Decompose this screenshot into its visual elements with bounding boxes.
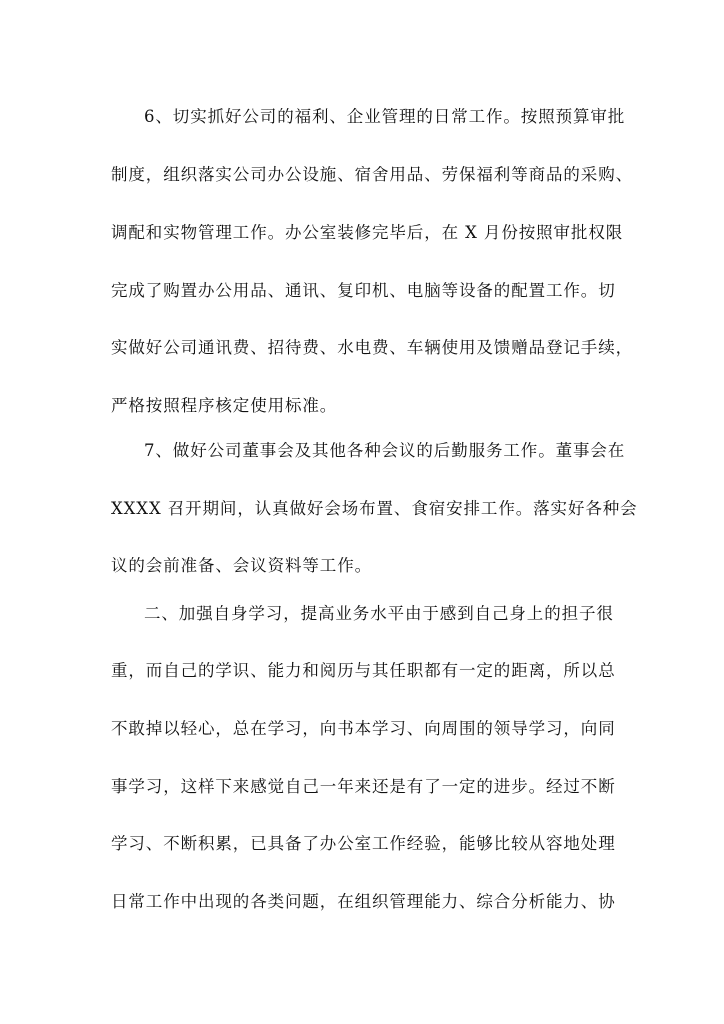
text-line: 二、加强自身学习，提高业务水平由于感到自己身上的担子很 xyxy=(144,604,614,623)
text-line: 严格按照程序核定使用标准。 xyxy=(111,396,338,415)
text-line: 调配和实物管理工作。办公室装修完毕后，在 X 月份按照审批权限 xyxy=(111,223,624,242)
text-line: 6、切实抓好公司的福利、企业管理的日常工作。按照预算审批 xyxy=(144,107,626,126)
text-line: 完成了购置办公用品、通讯、复印机、电脑等设备的配置工作。切 xyxy=(111,281,616,300)
text-line: 制度，组织落实公司办公设施、宿舍用品、劳保福利等商品的采购、 xyxy=(111,165,633,184)
text-line: 事学习，这样下来感觉自己一年来还是有了一定的进步。经过不断 xyxy=(111,777,616,796)
text-line: 7、做好公司董事会及其他各种会议的后勤服务工作。董事会在 xyxy=(144,441,626,460)
text-line: 学习、不断积累，已具备了办公室工作经验，能够比较从容地处理 xyxy=(111,834,616,853)
text-line: 实做好公司通讯费、招待费、水电费、车辆使用及馈赠品登记手续， xyxy=(111,338,633,357)
text-line: 不敢掉以轻心，总在学习，向书本学习、向周围的领导学习，向同 xyxy=(111,719,616,738)
text-line: 重，而自己的学识、能力和阅历与其任职都有一定的距离，所以总 xyxy=(111,661,616,680)
text-line: XXXX 召开期间，认真做好会场布置、食宿安排工作。落实好各种会 xyxy=(111,499,638,518)
text-line: 议的会前准备、会议资料等工作。 xyxy=(111,556,372,575)
text-line: 日常工作中出现的各类问题，在组织管理能力、综合分析能力、协 xyxy=(111,892,616,911)
